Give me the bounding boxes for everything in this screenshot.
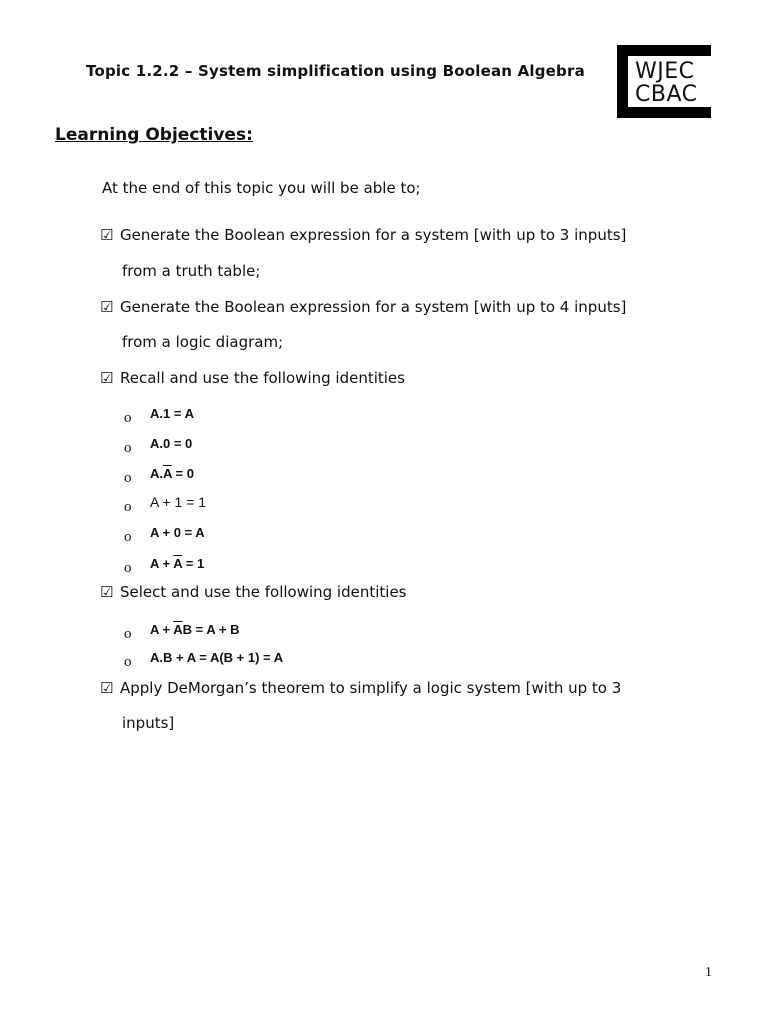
- objective-item: [100, 226, 626, 244]
- objective-continuation: inputs]: [122, 714, 175, 732]
- bullet-icon: o: [124, 410, 132, 426]
- objective-item: [100, 298, 626, 316]
- identity-item: [124, 553, 204, 577]
- objective-text: Apply DeMorgan’s theorem to simplify a logic system [with up to 3: [120, 679, 622, 697]
- identity-expression: A + 0 = A: [150, 525, 205, 540]
- identity-expression: A + 1 = 1: [150, 494, 207, 510]
- objective-continuation: from a truth table;: [122, 262, 261, 280]
- complement-term: $\overline{A}$: [173, 622, 183, 637]
- identity-item: [124, 492, 206, 516]
- expr-part: B = A + B: [182, 622, 240, 637]
- bullet-icon: o: [124, 560, 132, 576]
- expr-part: A +: [150, 622, 174, 637]
- identity-item: [124, 433, 192, 457]
- complement-term: $\overline{A}$: [173, 556, 183, 571]
- expr-part: A +: [150, 556, 174, 571]
- identity-item: [124, 463, 194, 487]
- bullet-icon: o: [124, 654, 132, 670]
- identity-expression: [150, 466, 194, 481]
- objective-item: [100, 583, 407, 601]
- bullet-icon: o: [124, 470, 132, 486]
- checkbox-checked-icon: ☑: [100, 298, 114, 316]
- logo-text-cbac: CBAC: [635, 82, 698, 107]
- bullet-icon: o: [124, 626, 132, 642]
- checkbox-checked-icon: ☑: [100, 583, 114, 601]
- objective-item: [100, 369, 405, 387]
- bullet-icon: o: [124, 440, 132, 456]
- expr-part: = 0: [171, 466, 194, 481]
- identity-item: [124, 647, 283, 671]
- identity-item: [124, 619, 239, 643]
- checkbox-checked-icon: ☑: [100, 369, 114, 387]
- bullet-icon: o: [124, 529, 132, 545]
- complement-term: $\overline{A}$: [163, 466, 172, 481]
- identity-expression: A.1 = A: [150, 406, 194, 421]
- expr-part: = 1: [182, 556, 205, 571]
- logo-text-wjec: WJEC: [635, 59, 695, 84]
- checkbox-checked-icon: ☑: [100, 226, 114, 244]
- wjec-cbac-logo: [617, 45, 711, 118]
- identity-item: [124, 522, 205, 546]
- objectives-intro: At the end of this topic you will be able to;: [102, 179, 421, 197]
- objective-text: Generate the Boolean expression for a system [with up to 3 inputs]: [120, 226, 627, 244]
- identity-expression: A.B + A = A(B + 1) = A: [150, 650, 284, 665]
- objective-item: [100, 679, 621, 697]
- bullet-icon: o: [124, 499, 132, 515]
- checkbox-checked-icon: ☑: [100, 679, 114, 697]
- identity-expression: [150, 556, 204, 571]
- page-number: 1: [705, 965, 712, 980]
- identity-expression: [150, 622, 239, 637]
- topic-title: Topic 1.2.2 – System simplification using Boolean Algebra: [86, 62, 585, 80]
- identity-item: [124, 403, 194, 427]
- expr-part: A.: [150, 466, 163, 481]
- identity-expression: A.0 = 0: [150, 436, 193, 451]
- objective-continuation: from a logic diagram;: [122, 333, 284, 351]
- objective-text: Generate the Boolean expression for a system [with up to 4 inputs]: [120, 298, 627, 316]
- objective-text: Select and use the following identities: [120, 583, 407, 601]
- objective-text: Recall and use the following identities: [120, 369, 405, 387]
- learning-objectives-heading: Learning Objectives:: [55, 125, 253, 145]
